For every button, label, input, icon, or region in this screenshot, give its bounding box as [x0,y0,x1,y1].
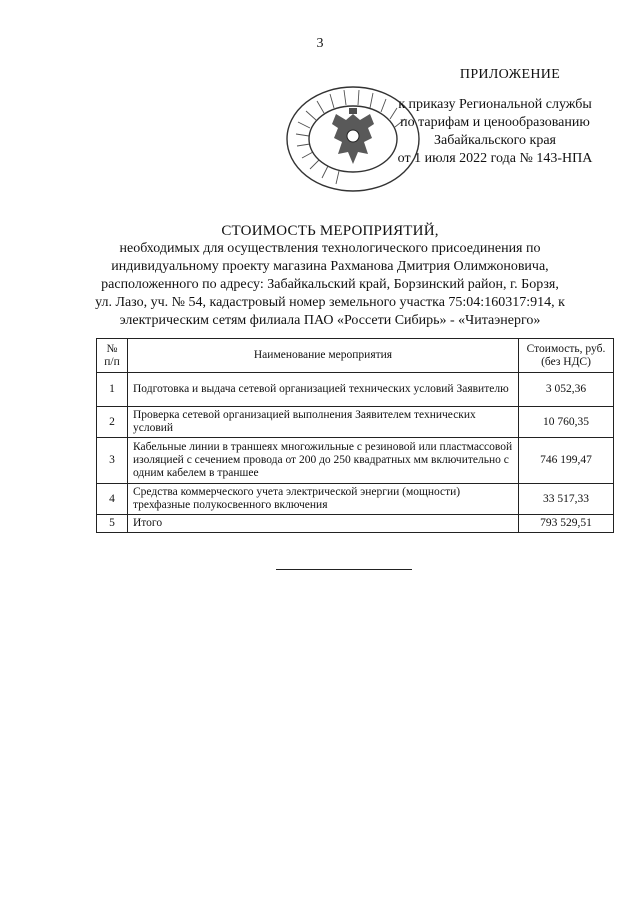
page-number: 3 [316,36,324,51]
row-name: Проверка сетевой организацией выполнения Заявителем технических условий [128,407,519,438]
table-header-row [97,339,614,373]
document-title-block [80,222,580,330]
title-line: расположенного по адресу: Забайкальский край, Борзинский район, г. Борзя, [101,277,559,292]
row-num: 5 [97,515,128,533]
cost-table [96,338,614,533]
row-name: Средства коммерческого учета электрической энергии (мощности) трехфазные полукосвенного включения [128,484,519,515]
table-row-total [97,515,614,533]
appendix-line: от 1 июля 2022 года № 143-НПА [397,151,593,166]
table-row [97,438,614,484]
title-line: необходимых для осуществления технологического присоединения по [119,241,541,256]
row-num: 1 [97,373,128,407]
row-cost: 793 529,51 [519,515,614,533]
row-num: 2 [97,407,128,438]
table-row [97,407,614,438]
table-row [97,484,614,515]
row-cost: 10 760,35 [519,407,614,438]
row-name: Итого [128,515,519,533]
end-separator-line [276,569,412,570]
title-line: ул. Лазо, уч. № 54, кадастровый номер земельного участка 75:04:160317:914, к [95,295,565,310]
table-row [97,373,614,407]
header-num: № п/п [97,339,128,373]
row-name: Подготовка и выдача сетевой организацией технических условий Заявителю [128,373,519,407]
row-name: Кабельные линии в траншеях многожильные с резиновой или пластмассовой изоляцией с сечением провода от 200 до 250 квадратных мм включительно с одним кабелем в траншее [128,438,519,484]
row-cost: 33 517,33 [519,484,614,515]
appendix-heading: ПРИЛОЖЕНИЕ [459,67,561,82]
header-name: Наименование мероприятия [128,339,519,373]
row-num: 4 [97,484,128,515]
title-line: индивидуальному проекту магазина Рахманова Дмитрия Олимжоновича, [111,259,549,274]
appendix-line: к приказу Региональной службы [398,97,592,112]
appendix-block [390,66,600,168]
appendix-line: по тарифам и ценообразованию [400,115,590,130]
row-cost: 746 199,47 [519,438,614,484]
row-cost: 3 052,36 [519,373,614,407]
title-line: электрическим сетям филиала ПАО «Россети Сибирь» - «Читаэнерго» [119,313,541,328]
document-title: СТОИМОСТЬ МЕРОПРИЯТИЙ, [221,223,439,239]
appendix-line: Забайкальского края [433,133,556,148]
header-cost: Стоимость, руб. (без НДС) [519,339,614,373]
row-num: 3 [97,438,128,484]
